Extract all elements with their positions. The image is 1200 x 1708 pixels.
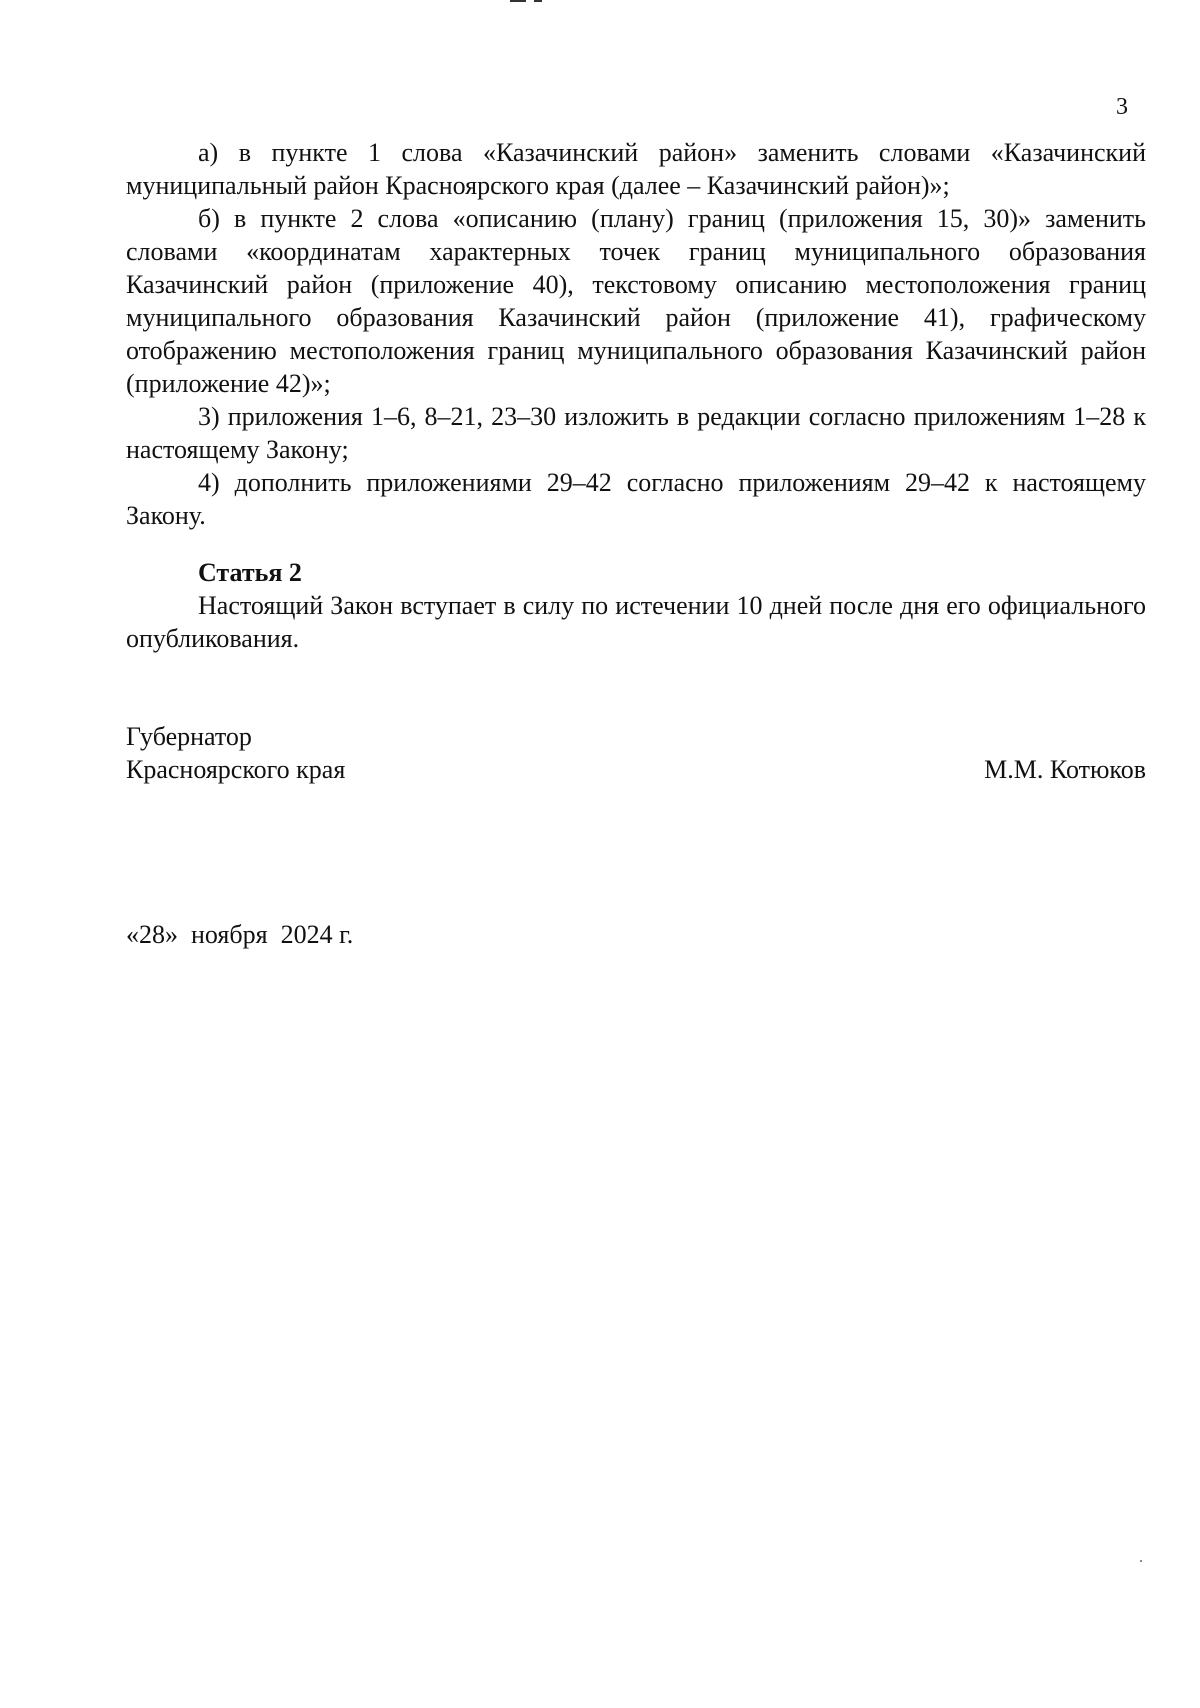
article-text: Настоящий Закон вступает в силу по истечении 10 дней после дня его официального опубликования. <box>126 591 1146 653</box>
signer-name: М.М. Котюков <box>984 755 1146 784</box>
page-number: 3 <box>1116 94 1128 120</box>
signing-date: «28» ноября 2024 г. <box>126 920 354 949</box>
page-top-mark <box>510 0 544 4</box>
amendment-item-a: а) в пункте 1 слова «Казачинский район» заменить словами «Казачинский муниципальный район Красноярского края (далее – Казачинский район)»; <box>126 138 1146 200</box>
amendments-section <box>126 136 1146 532</box>
signature-block <box>126 720 1146 786</box>
amendment-item-4: 4) дополнить приложениями 29–42 согласно приложениям 29–42 к настоящему Закону. <box>126 468 1146 530</box>
signer-position-line1: Губернатор <box>126 722 252 751</box>
amendment-item-3: 3) приложения 1–6, 8–21, 23–30 изложить в редакции согласно приложениям 1–28 к настоящему Закону; <box>126 402 1146 464</box>
article-title: Статья 2 <box>198 558 302 587</box>
scan-speck <box>1140 1560 1142 1562</box>
signer-position-line2: Красноярского края <box>126 755 346 784</box>
article-2 <box>126 556 1146 655</box>
amendment-item-b: б) в пункте 2 слова «описанию (плану) границ (приложения 15, 30)» заменить словами «координатам характерных точек границ муниципального образования Казачинский район (приложение 40), текстовому описанию местоположения границ муниципального образования Казачинский район (приложение 41), графическому отображению местоположения границ муниципального образования Казачинский район (приложение 42)»; <box>126 204 1146 398</box>
